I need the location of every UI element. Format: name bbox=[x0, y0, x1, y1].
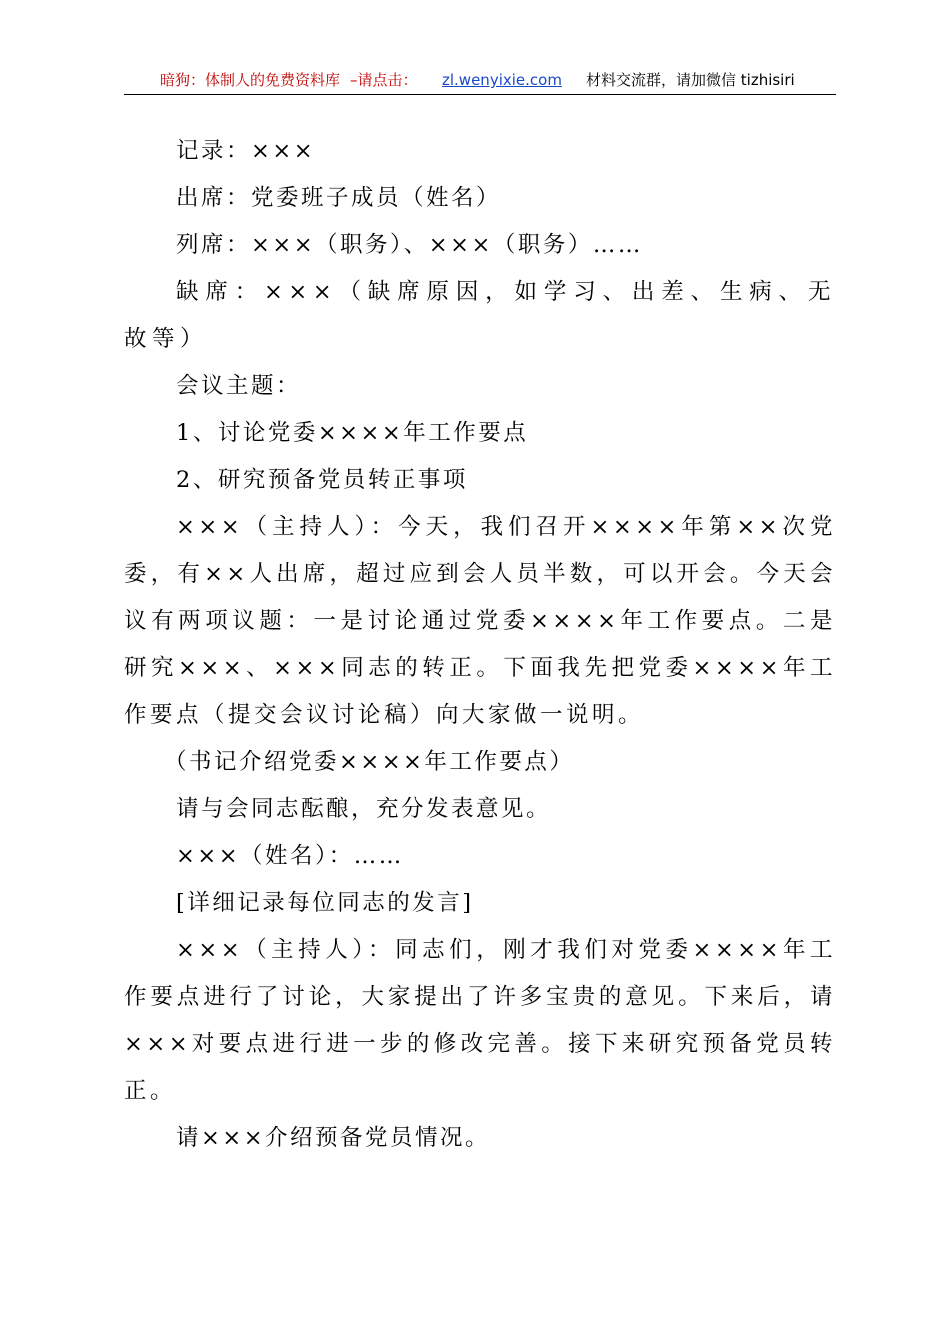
header-click-prompt: –请点击： bbox=[350, 71, 418, 89]
header-brand: 暗狗：体制人的免费资料库 bbox=[160, 71, 341, 89]
secretary-intro-note: （书记介绍党委××××年工作要点） bbox=[164, 749, 575, 775]
introduce-candidates-line: 请×××介绍预备党员情况。 bbox=[176, 1125, 491, 1151]
record-note: [详细记录每位同志的发言] bbox=[176, 890, 474, 916]
document-body bbox=[124, 128, 836, 1162]
speaker-line: ×××（姓名）：…… bbox=[176, 843, 404, 869]
host-opening-paragraph: ×××（主持人）：今天，我们召开××××年第××次党委，有××人出席，超过应到会人员半数，可以开会。今天会议有两项议题：一是讨论通过党委××××年工作要点。二是研究×××、×××同志的转正。下面我先把党委××××年工作要点（提交会议讨论稿）向大家做一说明。 bbox=[124, 514, 836, 728]
attend-line: 出席：党委班子成员（姓名） bbox=[176, 185, 502, 211]
host-summary-paragraph: ×××（主持人）：同志们，刚才我们对党委××××年工作要点进行了讨论，大家提出了许多宝贵的意见。下来后，请×××对要点进行进一步的修改完善。接下来研究预备党员转正。 bbox=[124, 937, 836, 1104]
record-line: 记录：××× bbox=[176, 138, 316, 164]
header-wechat-note: 材料交流群，请加微信 tizhisiri bbox=[586, 71, 795, 89]
topic-item-2: 2、研究预备党员转正事项 bbox=[176, 467, 468, 493]
topic-heading: 会议主题： bbox=[176, 373, 302, 399]
header-link[interactable]: zl.wenyixie.com bbox=[442, 71, 562, 89]
topic-item-1: 1、讨论党委××××年工作要点 bbox=[176, 420, 529, 446]
absent-line: 缺席：×××（缺席原因，如学习、出差、生病、无故等） bbox=[124, 279, 836, 352]
page-header bbox=[124, 66, 836, 95]
invite-opinions-line: 请与会同志酝酿，充分发表意见。 bbox=[176, 796, 552, 822]
observe-line: 列席：×××（职务）、×××（职务）…… bbox=[176, 232, 643, 258]
